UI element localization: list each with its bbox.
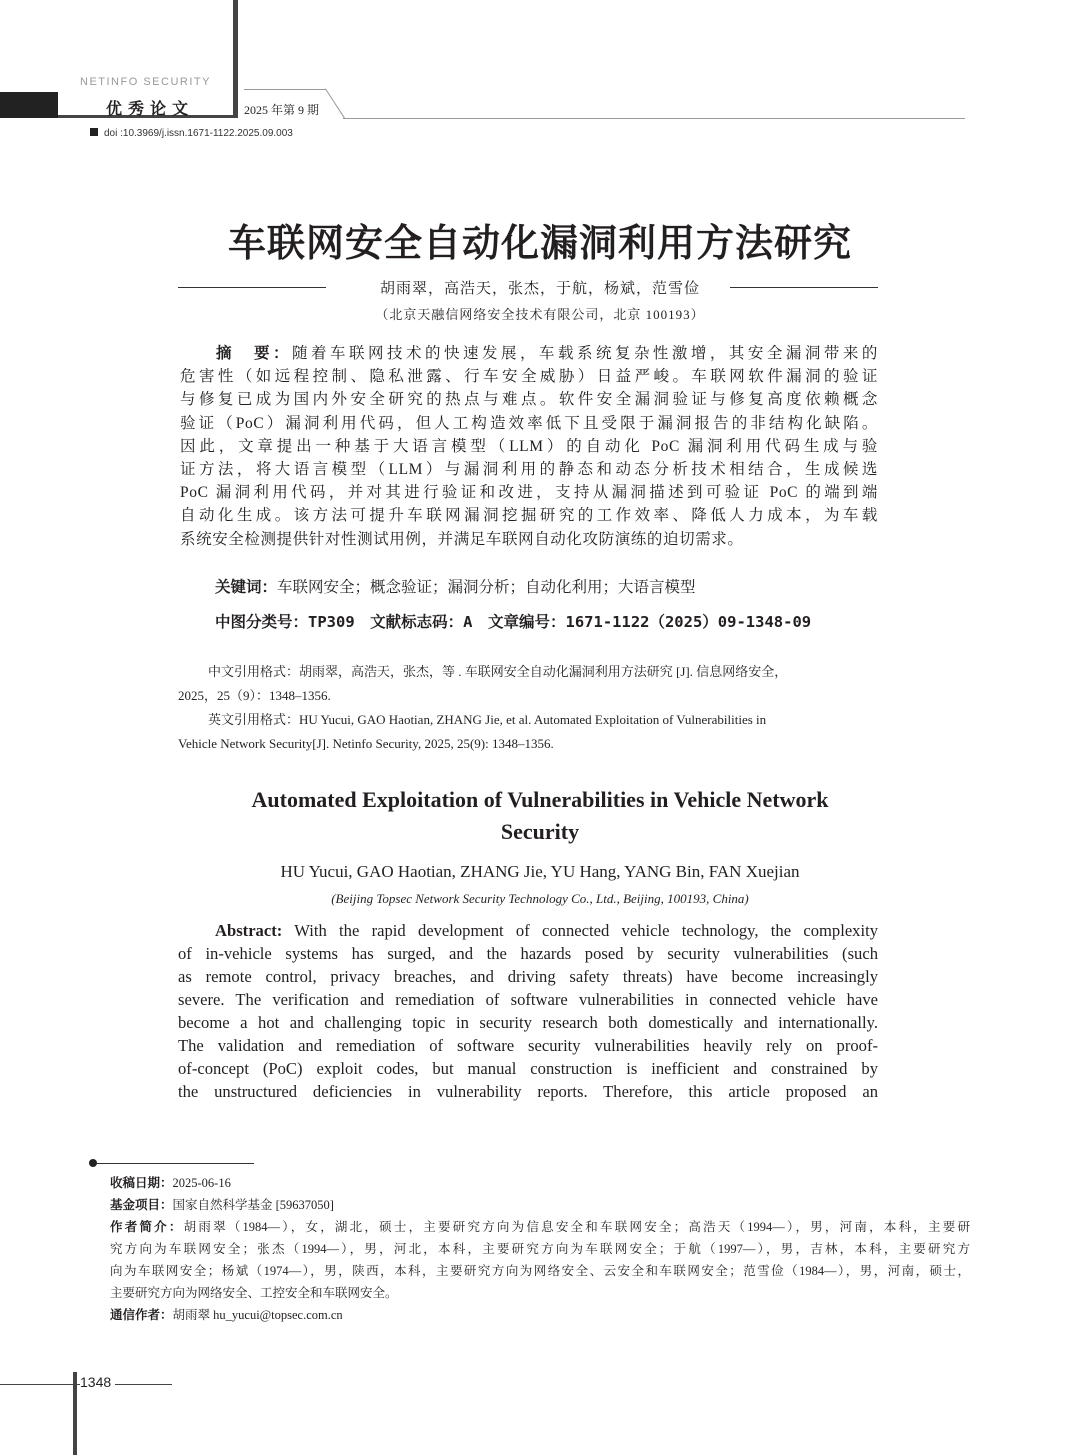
footnote-bullet-icon <box>89 1159 97 1167</box>
abstract-cn <box>180 342 878 551</box>
abstract-en-line: severe. The verification and remediation of software vulnerabilities in connected vehicle have <box>178 990 878 1009</box>
affiliation-en: (Beijing Topsec Network Security Technology Co., Ltd., Beijing, 100193, China) <box>331 891 749 906</box>
page-number: 1348 <box>80 1374 115 1390</box>
page-vertical-bar <box>73 1372 77 1455</box>
authors-en: HU Yucui, GAO Haotian, ZHANG Jie, YU Hang, YANG Bin, FAN Xuejian <box>280 862 800 881</box>
abstract-en-label: Abstract: <box>215 921 283 940</box>
abstract-cn-line: 摘 要：随着车联网技术的快速发展，车载系统复杂性激增，其安全漏洞带来的 <box>216 344 879 362</box>
title-en <box>0 784 1080 848</box>
corresponding-author: 通信作者：胡雨翠 hu_yucui@topsec.com.cn <box>110 1307 343 1322</box>
abstract-en-line: the unstructured deficiencies in vulnerability reports. Therefore, this article proposed an <box>178 1082 878 1101</box>
citation-line: 英文引用格式：HU Yucui, GAO Haotian, ZHANG Jie, et al. Automated Exploitation of Vulnerabilities in <box>208 712 767 727</box>
journal-brand: NETINFO SECURITY <box>80 76 211 88</box>
abstract-cn-line: 自动化生成。该方法可提升车联网漏洞挖掘研究的工作效率、降低人力成本，为车载 <box>180 507 878 525</box>
abstract-cn-line: 因此，文章提出一种基于大语言模型（LLM）的自动化 PoC 漏洞利用代码生成与验 <box>180 437 878 455</box>
classification: 中图分类号：TP309 文献标志码：A 文章编号：1671-1122（2025）09-1348-09 <box>215 613 812 631</box>
author-bio-line: 向为车联网安全；杨斌（1974—），男，陕西，本科，主要研究方向为网络安全、云安全和车联网安全；范雪俭（1984—），男，河南，硕士， <box>110 1264 970 1278</box>
authors-cn: 胡雨翠，高浩天，张杰，于航，杨斌，范雪俭 <box>379 281 700 297</box>
abstract-en-line: of-concept (PoC) exploit codes, but manual construction is inefficient and constrained by <box>178 1059 878 1078</box>
received-date: 收稿日期：2025-06-16 <box>110 1175 231 1190</box>
abstract-en-line: become a hot and challenging topic in security research both domestically and internationally. <box>178 1013 878 1032</box>
title-en-line: Automated Exploitation of Vulnerabilities in Vehicle Network <box>251 787 829 812</box>
title-cn: 车联网安全自动化漏洞利用方法研究 <box>227 221 852 265</box>
title-en-line: Security <box>500 819 580 844</box>
fund: 基金项目：国家自然科学基金 [59637050] <box>110 1197 334 1212</box>
author-bio-line: 作者简介：胡雨翠（1984—），女，湖北，硕士，主要研究方向为信息安全和车联网安全；高浩天（1994—），男，河南，本科，主要研 <box>110 1219 970 1234</box>
abstract-en-line: of in-vehicle systems has surged, and the hazards posed by security vulnerabilities (such <box>178 944 878 963</box>
abstract-cn-line: 危害性（如远程控制、隐私泄露、行车安全威胁）日益严峻。车联网软件漏洞的验证 <box>180 368 878 386</box>
footnote-rule <box>94 1163 254 1164</box>
issue-rule <box>244 89 326 90</box>
header-vertical-bar <box>233 0 238 118</box>
abstract-en-line: The validation and remediation of software security vulnerabilities heavily rely on proof- <box>178 1036 878 1055</box>
keywords-cn <box>215 575 696 597</box>
doi-bullet-icon <box>90 128 98 136</box>
issue-rule-slant <box>325 88 345 118</box>
section-label: 优秀论文 <box>106 99 195 118</box>
issue-label: 2025 年第 9 期 <box>244 103 320 117</box>
abstract-en <box>178 919 878 1103</box>
abstract-cn-line: PoC 漏洞利用代码，并对其进行验证和改进，支持从漏洞描述到可验证 PoC 的端到端 <box>180 484 878 502</box>
abstract-en-line: Abstract: With the rapid development of connected vehicle technology, the complexity <box>215 921 878 940</box>
author-bio-line: 主要研究方向为网络安全、工控安全和车联网安全。 <box>110 1286 398 1300</box>
abstract-cn-line: 证方法，将大语言模型（LLM）与漏洞利用的静态和动态分析技术相结合，生成候选 <box>180 461 878 479</box>
abstract-cn-label: 摘 要： <box>216 344 292 362</box>
doi <box>90 128 293 139</box>
header-black-block <box>0 92 58 118</box>
keywords-text: 车联网安全；概念验证；漏洞分析；自动化利用；大语言模型 <box>277 579 696 596</box>
citation <box>178 660 878 756</box>
issue-rule-right <box>343 118 965 119</box>
citation-line: 中文引用格式：胡雨翠，高浩天，张杰，等 . 车联网安全自动化漏洞利用方法研究 [J]. 信息网络安全， <box>208 664 788 679</box>
abstract-cn-line: 验证（PoC）漏洞利用代码，但人工构造效率低下且受限于漏洞报告的非结构化缺陷。 <box>180 414 878 432</box>
keywords-label: 关键词： <box>215 578 278 596</box>
abstract-cn-line: 与修复已成为国内外安全研究的热点与难点。软件安全漏洞验证与修复高度依赖概念 <box>180 391 878 409</box>
affiliation-cn: （北京天融信网络安全技术有限公司，北京 100193） <box>375 307 705 322</box>
author-rule-right <box>730 287 878 288</box>
citation-line: Vehicle Network Security[J]. Netinfo Security, 2025, 25(9): 1348–1356. <box>178 736 554 751</box>
abstract-en-line: as remote control, privacy breaches, and driving safety threats) have become increasingly <box>178 967 878 986</box>
abstract-cn-line: 系统安全检测提供针对性测试用例，并满足车联网自动化攻防演练的迫切需求。 <box>180 530 744 548</box>
doi-text: doi :10.3969/j.issn.1671-1122.2025.09.003 <box>104 128 293 139</box>
author-bio-line: 究方向为车联网安全；张杰（1994—），男，河北，本科，主要研究方向为车联网安全；于航（1997—），男，吉林，本科，主要研究方 <box>110 1242 970 1256</box>
footnotes <box>110 1172 970 1326</box>
citation-line: 2025，25（9）：1348–1356. <box>178 688 331 703</box>
